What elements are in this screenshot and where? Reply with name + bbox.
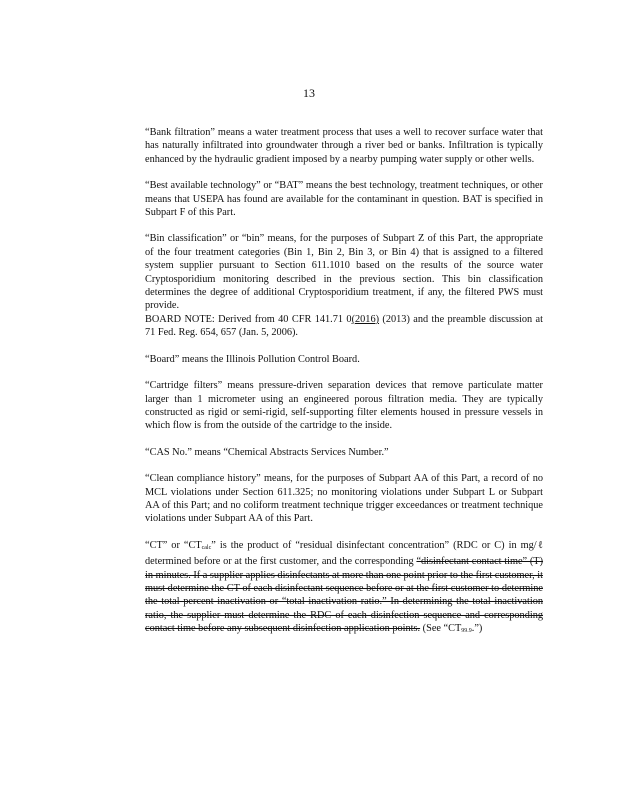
- definition-text: “Bin classification” or “bin” means, for the purposes of Subpart Z of this Part, the appropriate of the four treatment categories (Bin 1, Bin 2, Bin 3, or Bin 4) that is assigned to a filtered system supplier pursuant to Section 611.1010 based on the results of the source water Cryptosporidium monitoring described in the previous section. This bin classification determines the degree of additional Cryptosporidium treatment, if any, the filtered PWS must provide.: [145, 233, 543, 312]
- board-note-year: (2016): [351, 313, 380, 325]
- board-note: [145, 314, 543, 338]
- definition-ct: [145, 539, 543, 639]
- board-note-prefix: BOARD NOTE: Derived from 40 CFR 141.71 0: [145, 313, 352, 325]
- ct-struck-text: “disinfectant contact time” (T) in minutes. If a supplier applies disinfectants at more than one point prior to the first customer, it must determine the CT of each disinfectant sequence before or at the first customer to determine the total percent inactivation or “total inactivation ratio.” In determining the total inactivation ratio, the supplier must determine the RDC of each disinfection sequence and corresponding contact time before any subsequent disinfection application points.: [145, 556, 544, 635]
- ct-text-b: ” is the product of “residual disinfectant concentration” (RDC or C) in mg/ℓ determined before or at the first customer, and the corresponding: [145, 539, 543, 568]
- ct-text-a: “CT” or “CT: [145, 539, 202, 551]
- definition-clean-compliance-history: “Clean compliance history” means, for the purposes of Subpart AA of this Part, a record of no MCL violations under Section 611.325; no monitoring violations under Subpart L or Subpart AA of this Part; and no coliform treatment technique trigger exceedances or treatment technique violations under Subpart AA of this Part.: [145, 473, 543, 525]
- document-body: [145, 126, 543, 652]
- definition-bin-classification: [145, 232, 543, 339]
- ct-text-d: .”): [471, 623, 483, 635]
- definition-cartridge-filters: “Cartridge filters” means pressure-driven separation devices that remove particulate matter larger than 1 micrometer using an engineered porous filtration media. They are typically constructed as rigid or semi-rigid, self-supporting filter elements housed in pressure vessels in which flow is from the outside of the cartridge to the inside.: [145, 380, 543, 432]
- page-number: 13: [303, 86, 315, 100]
- definition-bank-filtration: “Bank filtration” means a water treatment process that uses a well to recover surface water that has naturally infiltrated into groundwater through a river bed or banks. Infiltration is typically enhanced by the hydraulic gradient imposed by a nearby pumping water supply or other wells.: [145, 127, 543, 165]
- board-note-suffix: (2013) and the preamble discussion at 71 Fed. Reg. 654, 657 (Jan. 5, 2006).: [145, 313, 543, 339]
- ct-subscript-calc: calc: [201, 544, 212, 551]
- definition-board: “Board” means the Illinois Pollution Control Board.: [145, 353, 360, 365]
- definition-cas-no: “CAS No.” means “Chemical Abstracts Services Number.”: [145, 446, 389, 458]
- definition-bat: “Best available technology” or “BAT” means the best technology, treatment techniques, or other means that USEPA has found are available for the contaminant in question. BAT is specified in Subpart F of this Part.: [145, 180, 543, 219]
- ct-text-c: (See “CT: [422, 623, 462, 635]
- ct-subscript-999: 99.9: [461, 628, 472, 635]
